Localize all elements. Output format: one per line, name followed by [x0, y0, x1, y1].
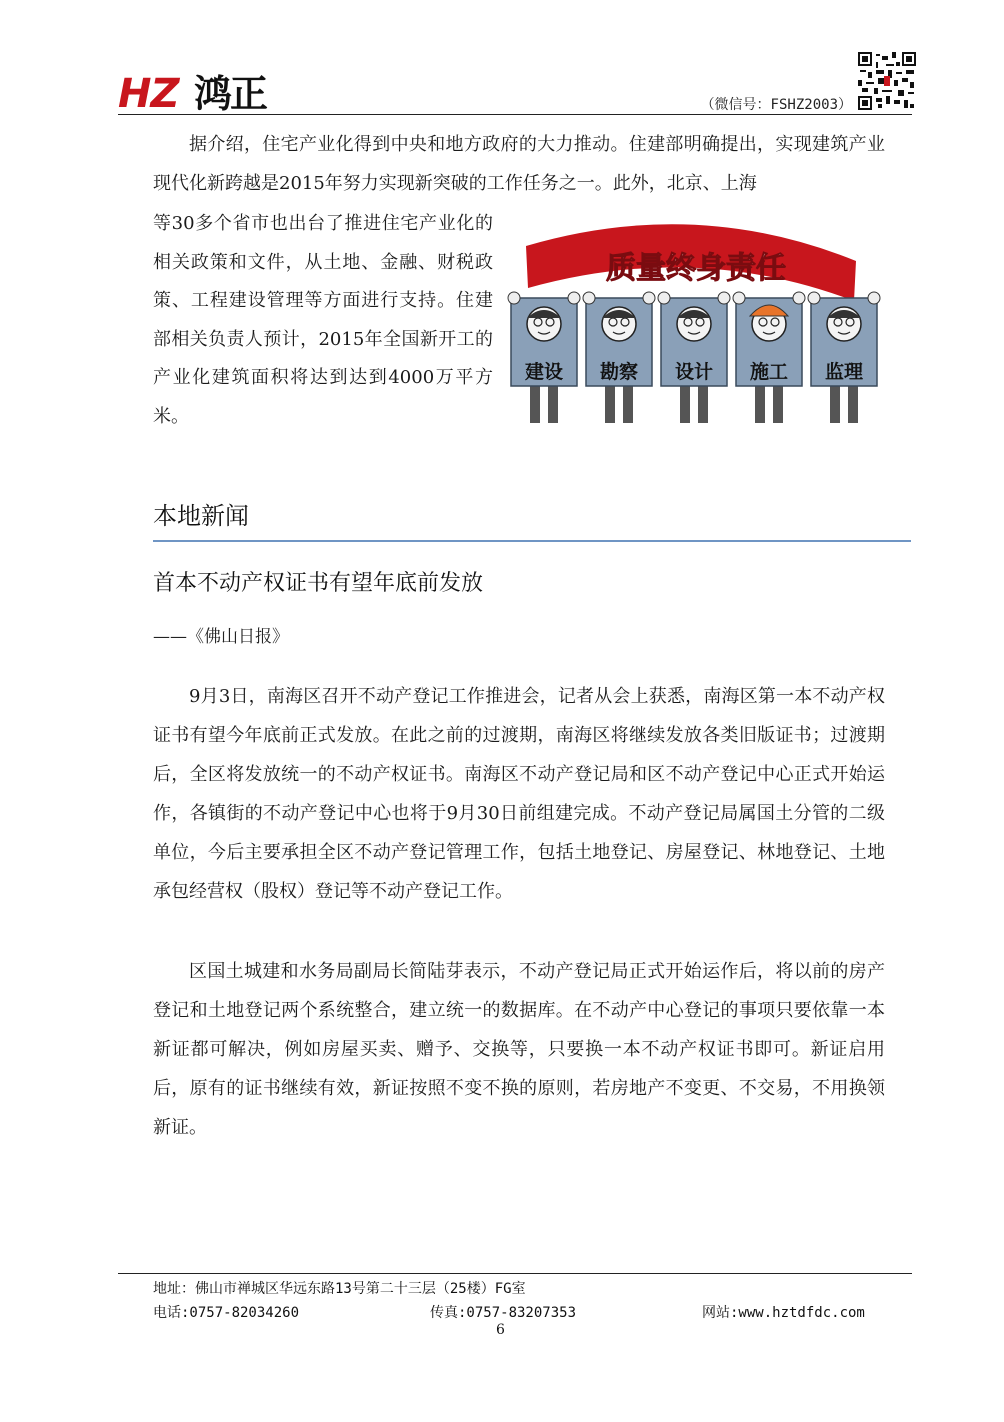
section-title: 本地新闻 [153, 502, 249, 530]
article-paragraph-1: 9月3日，南海区召开不动产登记工作推进会，记者从会上获悉，南海区第一本不动产权证书有望今年底前正式发放。在此之前的过渡期，南海区将继续发放各类旧版证书；过渡期后，全区将发放统一的不动产权证书。南海区不动产登记局和区不动产登记中心正式开始运作，各镇街的不动产登记中心也将于9月30日前组建完成。不动产登记局属国土分管的二级单位，今后主要承担全区不动产登记管理工作，包括土地登记、房屋登记、林地登记、土地承包经营权（股权）登记等不动产登记工作。 [153, 686, 885, 902]
article-paragraph-2: 区国土城建和水务局副局长简陆芽表示，不动产登记局正式开始运作后，将以前的房产登记和土地登记两个系统整合，建立统一的数据库。在不动产中心登记的事项只要依靠一本新证都可解决，例如房屋买卖、赠予、交换等，只要换一本不动产权证书即可。新证启用后，原有的证书继续有效，新证按照不变不换的原则，若房地产不变更、不交易，不用换领新证。 [153, 961, 885, 1138]
logo-latin-text: HZ [118, 71, 179, 117]
qr-code-icon [858, 52, 916, 110]
article-title: 首本不动产权证书有望年底前发放 [153, 571, 484, 596]
header-divider [118, 114, 912, 115]
quality-responsibility-illustration [506, 206, 884, 424]
intro-paragraph-1: 据介绍，住宅产业化得到中央和地方政府的大力推动。住建部明确提出，实现建筑产业现代化新跨越是2015年努力实现新突破的工作任务之一。此外，北京、上海 [153, 134, 885, 194]
sign-label: 设计 [674, 361, 714, 383]
footer-website[interactable]: 网站:www.hztdfdc.com [702, 1305, 865, 1321]
section-divider [153, 540, 911, 542]
sign-label: 勘察 [599, 361, 639, 383]
sign-label: 建设 [524, 361, 564, 383]
page-number: 6 [496, 1322, 505, 1338]
sign-label: 监理 [824, 361, 864, 383]
footer-address: 地址：佛山市禅城区华远东路13号第二十三层（25楼）FG室 [153, 1281, 526, 1297]
footer-divider [118, 1273, 912, 1274]
footer-phone: 电话:0757-82034260 [153, 1305, 300, 1321]
article-source: ——《佛山日报》 [153, 627, 289, 647]
banner-text: 质量终身责任 [606, 251, 786, 286]
footer-fax: 传真:0757-83207353 [430, 1305, 577, 1321]
wechat-id: （微信号：FSHZ2003） [700, 97, 852, 113]
company-logo [118, 72, 298, 116]
sign-label: 施工 [749, 361, 789, 383]
intro-paragraph-2: 等30多个省市也出台了推进住宅产业化的相关政策和文件，从土地、金融、财税政策、工程建设管理等方面进行支持。住建部相关负责人预计，2015年全国新开工的产业化建筑面积将达到达到4000万平方米。 [153, 213, 493, 427]
logo-chinese-text: 鸿正 [194, 72, 267, 116]
